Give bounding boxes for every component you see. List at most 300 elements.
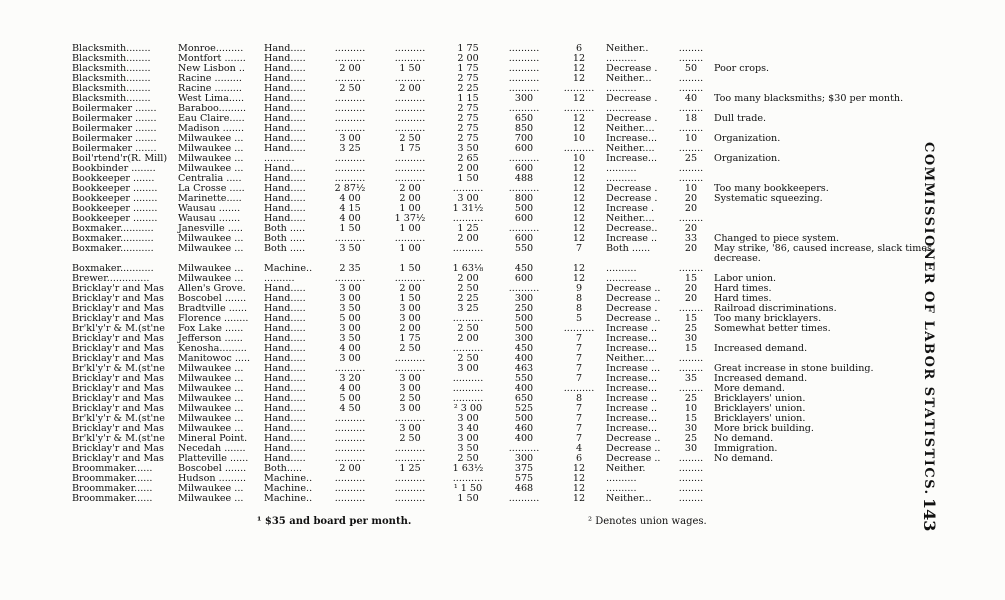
cell-months-employed: 12 (572, 214, 586, 224)
table-row (70, 414, 938, 424)
cell-yearly-earnings: 460 (514, 424, 534, 434)
cell-reason: Systematic squeezing. (714, 194, 823, 204)
cell-reason (708, 334, 938, 344)
cell-town: Allen's Grove. (178, 284, 246, 294)
cell-method: Hand..... (264, 174, 306, 184)
cell-reason (708, 164, 938, 174)
cell-occupation: Blacksmith........ (72, 54, 151, 64)
cell-method: Hand..... (264, 334, 306, 344)
cell-yearly-earnings: 450 (514, 264, 534, 274)
cell-min-wage: 2 00 (399, 324, 421, 334)
cell-change-percent: ........ (678, 464, 704, 474)
cell-change: Neither.... (606, 214, 655, 224)
cell-change-percent: 20 (684, 294, 698, 304)
table-row (70, 264, 938, 274)
cell-occupation: Bookkeeper ........ (72, 194, 158, 204)
cell-min-wage: 1 00 (399, 204, 421, 214)
cell-change: Decrease . (606, 304, 658, 314)
table-row (70, 114, 938, 124)
cell-change-percent: 20 (684, 284, 698, 294)
cell-avg-wage: 3 40 (457, 424, 479, 434)
cell-reason: Hard times. (714, 294, 772, 304)
cell-change-percent: ........ (678, 494, 704, 504)
cell-months-employed: 8 (575, 294, 583, 304)
cell-avg-wage: .......... (452, 394, 484, 404)
cell-max-wage: 3 25 (339, 144, 361, 154)
cell-reason: Bricklayers' union. (714, 414, 806, 424)
cell-town: Monroe......... (178, 44, 244, 54)
cell-change-percent: ........ (678, 364, 704, 374)
cell-method: Both ..... (264, 224, 306, 234)
cell-avg-wage: 3 00 (457, 194, 479, 204)
cell-max-wage: 2 50 (339, 84, 361, 94)
cell-reason: Labor union. (714, 274, 777, 284)
cell-change-percent: 20 (684, 224, 698, 234)
cell-months-employed: 6 (575, 44, 583, 54)
cell-months-employed: 12 (572, 174, 586, 184)
cell-min-wage: 1 25 (399, 464, 421, 474)
cell-months-employed: .......... (563, 84, 595, 94)
cell-change: Neither.... (606, 354, 655, 364)
cell-method: Hand..... (264, 414, 306, 424)
cell-change-percent: 10 (684, 134, 698, 144)
cell-change: Increase... (606, 344, 658, 354)
cell-min-wage: .......... (394, 44, 426, 54)
cell-method: Hand..... (264, 304, 306, 314)
cell-min-wage: .......... (394, 114, 426, 124)
cell-change-percent: 25 (684, 434, 698, 444)
cell-min-wage: .......... (394, 484, 426, 494)
cell-change: Neither.. (606, 44, 649, 54)
cell-max-wage: 5 00 (339, 394, 361, 404)
cell-yearly-earnings: 525 (514, 404, 534, 414)
cell-town: Montfort ....... (178, 54, 246, 64)
page-number: 143 (920, 498, 939, 532)
cell-months-employed: 12 (572, 264, 586, 274)
cell-months-employed: 10 (572, 154, 586, 164)
cell-town: Jefferson ...... (178, 334, 243, 344)
cell-yearly-earnings: 463 (514, 364, 534, 374)
cell-change-percent: ........ (678, 74, 704, 84)
cell-occupation: Boxmaker........... (72, 224, 154, 234)
cell-max-wage: .......... (334, 74, 366, 84)
cell-yearly-earnings: 300 (514, 454, 534, 464)
cell-avg-wage: 1 75 (457, 64, 479, 74)
table-row (70, 284, 938, 294)
cell-change: Both ...... (606, 244, 651, 254)
cell-avg-wage: 2 65 (457, 154, 479, 164)
cell-change: .......... (606, 264, 637, 274)
cell-reason: Somewhat better times. (714, 324, 831, 334)
cell-months-employed: .......... (563, 104, 595, 114)
cell-town: Madison ....... (178, 124, 245, 134)
cell-avg-wage: 2 00 (457, 274, 479, 284)
cell-yearly-earnings: .......... (508, 184, 540, 194)
cell-months-employed: 10 (572, 134, 586, 144)
cell-method: Hand..... (264, 74, 306, 84)
cell-yearly-earnings: .......... (508, 104, 540, 114)
cell-town: Milwaukee ... (178, 424, 244, 434)
cell-change-percent: 30 (684, 444, 698, 454)
cell-change: Decrease .. (606, 314, 661, 324)
cell-change-percent: ........ (678, 124, 704, 134)
cell-change-percent: 15 (684, 344, 698, 354)
cell-yearly-earnings: 500 (514, 414, 534, 424)
table-row (70, 204, 938, 214)
table-row (70, 484, 938, 494)
cell-months-employed: 7 (575, 354, 583, 364)
cell-max-wage: 4 50 (339, 404, 361, 414)
cell-change: Increase .. (606, 394, 658, 404)
cell-max-wage: .......... (334, 94, 366, 104)
cell-reason (708, 464, 938, 474)
cell-months-employed: 12 (572, 474, 586, 484)
cell-min-wage: .......... (394, 54, 426, 64)
cell-reason (708, 354, 938, 364)
cell-reason (708, 494, 938, 504)
cell-change-percent: ........ (678, 304, 704, 314)
cell-months-employed: 6 (575, 454, 583, 464)
cell-change: .......... (606, 164, 637, 174)
cell-method: Hand..... (264, 284, 306, 294)
cell-change: .......... (606, 104, 637, 114)
cell-occupation: Brewer.............. (72, 274, 150, 284)
cell-max-wage: 3 00 (339, 134, 361, 144)
table-row (70, 274, 938, 284)
cell-max-wage: .......... (334, 424, 366, 434)
cell-min-wage: 1 00 (399, 224, 421, 234)
cell-change-percent: ........ (678, 214, 704, 224)
cell-yearly-earnings: 450 (514, 344, 534, 354)
cell-avg-wage: 2 00 (457, 164, 479, 174)
cell-reason: Dull trade. (714, 114, 767, 124)
cell-months-employed: 12 (572, 224, 586, 234)
cell-town: La Crosse ..... (178, 184, 245, 194)
cell-town: Milwaukee ... (178, 154, 244, 164)
cell-max-wage: 3 00 (339, 324, 361, 334)
cell-min-wage: 2 00 (399, 284, 421, 294)
cell-town: Fox Lake ...... (178, 324, 244, 334)
cell-yearly-earnings: 468 (514, 484, 534, 494)
cell-min-wage: 3 00 (399, 374, 421, 384)
cell-yearly-earnings: .......... (508, 44, 540, 54)
cell-town: Baraboo......... (178, 104, 247, 114)
table-row (70, 394, 938, 404)
cell-change: Decrease.. (606, 224, 658, 234)
cell-method: Hand..... (264, 294, 306, 304)
footnote-union-wages: ² Denotes union wages. (588, 516, 707, 527)
table-row (70, 304, 938, 314)
cell-occupation: Bookbinder ........ (72, 164, 156, 174)
cell-yearly-earnings: .......... (508, 84, 540, 94)
cell-change-percent: ........ (678, 264, 704, 274)
cell-occupation: Br'kl'y'r & M.(st'ne (72, 414, 165, 424)
cell-change-percent: ........ (678, 354, 704, 364)
cell-occupation: Bricklay'r and Mas (72, 294, 164, 304)
cell-avg-wage: 3 00 (457, 364, 479, 374)
cell-change-percent: ........ (678, 144, 704, 154)
cell-change-percent: 18 (684, 114, 698, 124)
cell-occupation: Blacksmith........ (72, 84, 151, 94)
cell-avg-wage: ¹ 1 50 (453, 484, 483, 494)
table-row (70, 124, 938, 134)
cell-months-employed: 12 (572, 184, 586, 194)
cell-yearly-earnings: 600 (514, 234, 534, 244)
cell-avg-wage: 2 75 (457, 104, 479, 114)
cell-change-percent: 15 (684, 314, 698, 324)
cell-max-wage: .......... (334, 154, 366, 164)
cell-min-wage: .......... (394, 364, 426, 374)
cell-occupation: Bricklay'r and Mas (72, 374, 164, 384)
cell-min-wage: .......... (394, 124, 426, 134)
cell-min-wage: .......... (394, 104, 426, 114)
cell-avg-wage: 3 00 (457, 414, 479, 424)
cell-yearly-earnings: .......... (508, 64, 540, 74)
cell-town: Milwaukee ... (178, 494, 244, 504)
cell-avg-wage: .......... (452, 374, 484, 384)
cell-min-wage: .......... (394, 444, 426, 454)
cell-occupation: Boilermaker ....... (72, 134, 157, 144)
cell-max-wage: .......... (334, 444, 366, 454)
table-row (70, 104, 938, 114)
cell-change-percent: 20 (684, 194, 698, 204)
cell-town: Platteville ...... (178, 454, 249, 464)
cell-avg-wage: 2 25 (457, 294, 479, 304)
cell-change: Neither... (606, 494, 652, 504)
cell-reason: Bricklayers' union. (714, 394, 806, 404)
cell-yearly-earnings: .......... (508, 444, 540, 454)
cell-avg-wage: 1 63½ (452, 464, 484, 474)
cell-town: Milwaukee ... (178, 484, 244, 494)
table-row (70, 374, 938, 384)
cell-reason (708, 104, 938, 114)
cell-change: Decrease . (606, 114, 658, 124)
cell-change-percent: 15 (684, 274, 698, 284)
table-row (70, 404, 938, 414)
cell-change: Decrease .. (606, 284, 661, 294)
cell-max-wage: 2 00 (339, 464, 361, 474)
cell-change-percent: ........ (678, 384, 704, 394)
cell-avg-wage: 1 75 (457, 44, 479, 54)
cell-max-wage: 3 00 (339, 294, 361, 304)
cell-town: Milwaukee ... (178, 414, 244, 424)
cell-change: Neither. (606, 464, 646, 474)
cell-occupation: Broommaker...... (72, 484, 153, 494)
cell-min-wage: 2 00 (399, 194, 421, 204)
cell-method: Hand..... (264, 324, 306, 334)
table-row (70, 44, 938, 54)
cell-town: Boscobel ....... (178, 294, 247, 304)
cell-occupation: Bookkeeper ........ (72, 184, 158, 194)
cell-months-employed: 7 (575, 404, 583, 414)
cell-reason: Organization. (714, 134, 781, 144)
cell-max-wage: .......... (334, 104, 366, 114)
cell-months-employed: 7 (575, 344, 583, 354)
cell-reason: Bricklayers' union. (714, 404, 806, 414)
cell-occupation: Blacksmith........ (72, 44, 151, 54)
cell-avg-wage: 2 00 (457, 54, 479, 64)
cell-method: .......... (264, 274, 295, 284)
cell-reason (708, 74, 938, 84)
cell-reason (708, 224, 938, 234)
cell-occupation: Bookkeeper ........ (72, 204, 158, 214)
cell-min-wage: 2 00 (399, 84, 421, 94)
cell-change: .......... (606, 54, 637, 64)
cell-yearly-earnings: 300 (514, 334, 534, 344)
cell-change-percent: 35 (684, 374, 698, 384)
cell-yearly-earnings: 650 (514, 114, 534, 124)
cell-months-employed: 7 (575, 414, 583, 424)
table-row (70, 344, 938, 354)
cell-reason (708, 54, 938, 64)
cell-reason: No demand. (714, 434, 774, 444)
cell-change-percent: 15 (684, 414, 698, 424)
cell-max-wage: .......... (334, 44, 366, 54)
cell-method: Hand..... (264, 454, 306, 464)
cell-occupation: Boilermaker ....... (72, 104, 157, 114)
cell-months-employed: 9 (575, 284, 583, 294)
cell-max-wage: .......... (334, 274, 366, 284)
cell-reason: Organization. (714, 154, 781, 164)
cell-avg-wage: 3 00 (457, 434, 479, 444)
table-row (70, 144, 938, 154)
cell-change: Increase... (606, 334, 658, 344)
cell-reason: Immigration. (714, 444, 778, 454)
cell-change-percent: 25 (684, 154, 698, 164)
cell-yearly-earnings: 850 (514, 124, 534, 134)
cell-town: Bradtville ...... (178, 304, 248, 314)
table-row (70, 134, 938, 144)
cell-min-wage: 3 00 (399, 314, 421, 324)
table-row (70, 74, 938, 84)
cell-occupation: Boil'rtend'r(R. Mill) (72, 154, 168, 164)
cell-change-percent: 10 (684, 184, 698, 194)
cell-min-wage: 2 50 (399, 434, 421, 444)
cell-avg-wage: 2 75 (457, 74, 479, 84)
cell-avg-wage: 3 25 (457, 304, 479, 314)
cell-town: Milwaukee ... (178, 264, 244, 274)
table-row (70, 94, 938, 104)
cell-change: Increase .. (606, 234, 658, 244)
cell-avg-wage: 2 50 (457, 354, 479, 364)
cell-avg-wage: 3 50 (457, 444, 479, 454)
cell-months-employed: 7 (575, 244, 583, 254)
cell-months-employed: 12 (572, 464, 586, 474)
cell-town: Milwaukee ... (178, 404, 244, 414)
cell-max-wage: 4 00 (339, 344, 361, 354)
table-row (70, 294, 938, 304)
cell-change: Decrease . (606, 184, 658, 194)
cell-occupation: Boilermaker ....... (72, 124, 157, 134)
cell-change: .......... (606, 174, 637, 184)
cell-occupation: Broommaker...... (72, 494, 153, 504)
cell-yearly-earnings: 600 (514, 214, 534, 224)
cell-change: Decrease .. (606, 294, 661, 304)
cell-change: Neither... (606, 74, 652, 84)
cell-method: Hand..... (264, 184, 306, 194)
cell-town: Centralia ..... (178, 174, 242, 184)
cell-method: Hand..... (264, 404, 306, 414)
cell-max-wage: 4 00 (339, 214, 361, 224)
cell-reason (708, 84, 938, 94)
cell-change: .......... (606, 474, 637, 484)
cell-max-wage: 3 50 (339, 304, 361, 314)
cell-max-wage: .......... (334, 124, 366, 134)
cell-min-wage: 2 50 (399, 394, 421, 404)
cell-method: Hand..... (264, 84, 306, 94)
cell-method: Hand..... (264, 444, 306, 454)
table-row (70, 194, 938, 204)
table-row (70, 354, 938, 364)
cell-min-wage: 1 75 (399, 334, 421, 344)
cell-min-wage: .......... (394, 354, 426, 364)
cell-reason (708, 124, 938, 134)
cell-change: Increase... (606, 374, 658, 384)
cell-min-wage: .......... (394, 474, 426, 484)
cell-yearly-earnings: 600 (514, 164, 534, 174)
cell-change: Decrease . (606, 64, 658, 74)
cell-town: Racine ......... (178, 84, 242, 94)
cell-town: Janesville ..... (178, 224, 243, 234)
table-row (70, 224, 938, 234)
cell-yearly-earnings: 500 (514, 314, 534, 324)
cell-reason: Poor crops. (714, 64, 770, 74)
cell-avg-wage: 2 25 (457, 84, 479, 94)
cell-method: Hand..... (264, 204, 306, 214)
cell-change-percent: 25 (684, 324, 698, 334)
cell-occupation: Blacksmith........ (72, 64, 151, 74)
cell-occupation: Bricklay'r and Mas (72, 444, 164, 454)
cell-town: Marinette..... (178, 194, 242, 204)
cell-occupation: Bricklay'r and Mas (72, 404, 164, 414)
table-row (70, 334, 938, 344)
cell-yearly-earnings: 500 (514, 324, 534, 334)
cell-months-employed: 12 (572, 484, 586, 494)
cell-change: Decrease .. (606, 454, 661, 464)
cell-yearly-earnings: 400 (514, 434, 534, 444)
cell-town: Milwaukee ... (178, 364, 244, 374)
cell-occupation: Bricklay'r and Mas (72, 304, 164, 314)
cell-town: Boscobel ....... (178, 464, 247, 474)
cell-occupation: Bricklay'r and Mas (72, 454, 164, 464)
cell-max-wage: 3 00 (339, 284, 361, 294)
cell-method: Hand..... (264, 54, 306, 64)
cell-max-wage: .......... (334, 174, 366, 184)
cell-reason: Great increase in stone building. (714, 364, 874, 374)
cell-method: Hand..... (264, 364, 306, 374)
cell-method: Machine.. (264, 474, 313, 484)
cell-reason: May strike, '86, caused increase, slack times decrease. (714, 244, 932, 264)
cell-town: Milwaukee ... (178, 144, 244, 154)
cell-avg-wage: 2 50 (457, 454, 479, 464)
cell-yearly-earnings: 700 (514, 134, 534, 144)
cell-yearly-earnings: 600 (514, 144, 534, 154)
cell-max-wage: 2 87½ (334, 184, 366, 194)
cell-min-wage: 1 00 (399, 244, 421, 254)
cell-avg-wage: 2 75 (457, 134, 479, 144)
cell-method: Machine.. (264, 484, 313, 494)
cell-change-percent: ........ (678, 54, 704, 64)
cell-occupation: Boilermaker ....... (72, 114, 157, 124)
cell-max-wage: 2 00 (339, 64, 361, 74)
cell-reason (708, 44, 938, 54)
cell-months-employed: 12 (572, 274, 586, 284)
cell-change-percent: ........ (678, 104, 704, 114)
cell-months-employed: .......... (563, 324, 595, 334)
cell-method: Machine.. (264, 264, 313, 274)
cell-occupation: Boxmaker........... (72, 264, 154, 274)
cell-avg-wage: 2 75 (457, 114, 479, 124)
